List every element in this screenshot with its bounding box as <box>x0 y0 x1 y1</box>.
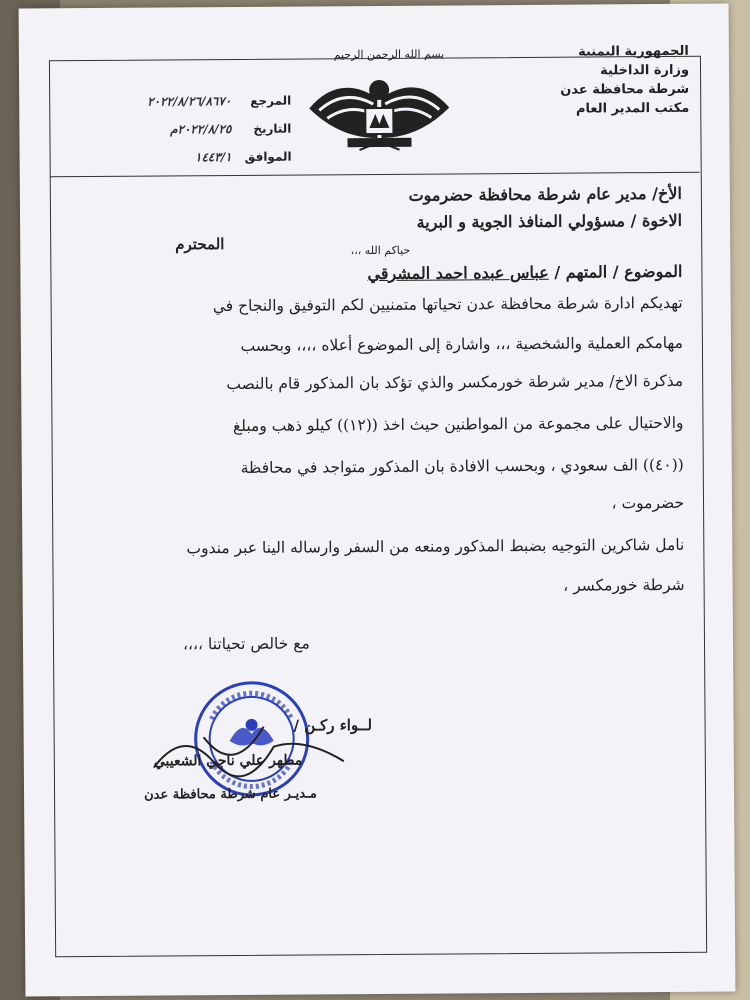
body-line-6: حضرموت ، <box>611 493 685 513</box>
basmala: بسم الله الرحمن الرحيم <box>333 47 445 62</box>
yemen-eagle-emblem-icon <box>299 67 460 153</box>
recipient-line-2: الاخوة / مسؤولي المنافذ الجوية و البرية <box>416 210 683 232</box>
ref-value: ٢٠٢٢/٨/٢٦/٨٦٧٠ <box>147 94 232 109</box>
signatory-rank: لــواء ركـن / <box>293 716 373 735</box>
date-label: التاريخ <box>253 121 292 136</box>
corr-row <box>82 143 292 172</box>
body-line-2: مهامكم العملية والشخصية ،،، واشارة إلى الموضوع أعلاه ،،،، وبحسب <box>240 333 683 355</box>
accused-name: عباس عبده احمد المشرقي <box>367 262 549 284</box>
body-line-8: شرطة خورمكسر ، <box>563 575 685 595</box>
body-line-3: مذكرة الاخ/ مدير شرطة خورمكسر والذي تؤكد بان المذكور قام بالنصب <box>226 371 684 394</box>
closing-line: مع خالص تحياتنا ،،،، <box>182 634 310 654</box>
signatory-title: مـديـر عام شرطة محافظة عدن <box>144 786 317 803</box>
corr-value: ١٤٤٣/١ <box>194 150 232 165</box>
body-line-4: والاحتيال على مجموعة من المواطنين حيث اخذ ((١٢)) كيلو ذهب ومبلغ <box>232 413 684 436</box>
greeting: حياكم الله ،،، <box>350 243 411 258</box>
letter-paper <box>19 4 736 997</box>
ref-row <box>81 87 291 116</box>
date-row <box>81 115 291 144</box>
body-line-1: تهديكم ادارة شرطة محافظة عدن تحياتها متمنيين لكم التوفيق والنجاح في <box>212 293 683 316</box>
ref-label: المرجع <box>250 93 292 108</box>
ministry-name: وزارة الداخلية <box>600 62 690 79</box>
recipient-line-1: الأخ/ مدير عام شرطة محافظة حضرموت <box>408 183 682 205</box>
honorific: المحترم <box>175 235 225 254</box>
corr-label: الموافق <box>244 149 292 164</box>
subject-line <box>367 262 682 283</box>
issuer-header <box>560 42 689 119</box>
reference-block <box>81 87 292 172</box>
office-name: مكتب المدير العام <box>575 100 690 117</box>
date-value: ٢٠٢٢/٨/٢٥م <box>170 122 232 137</box>
signatory-name: مطهر علي ناجي الشعيبي <box>153 752 303 770</box>
police-dept: شرطة محافظة عدن <box>560 81 690 98</box>
body-line-5: ((٤٠)) الف سعودي ، وبحسب الافادة بان المذكور متواجد في محافظة <box>240 455 684 477</box>
subject-label: الموضوع / المتهم / <box>554 261 683 282</box>
country-name: الجمهورية اليمنية <box>578 43 689 60</box>
body-line-7: نامل شاكرين التوجيه بضبط المذكور ومنعه من السفر وارساله الينا عبر مندوب <box>186 535 685 558</box>
